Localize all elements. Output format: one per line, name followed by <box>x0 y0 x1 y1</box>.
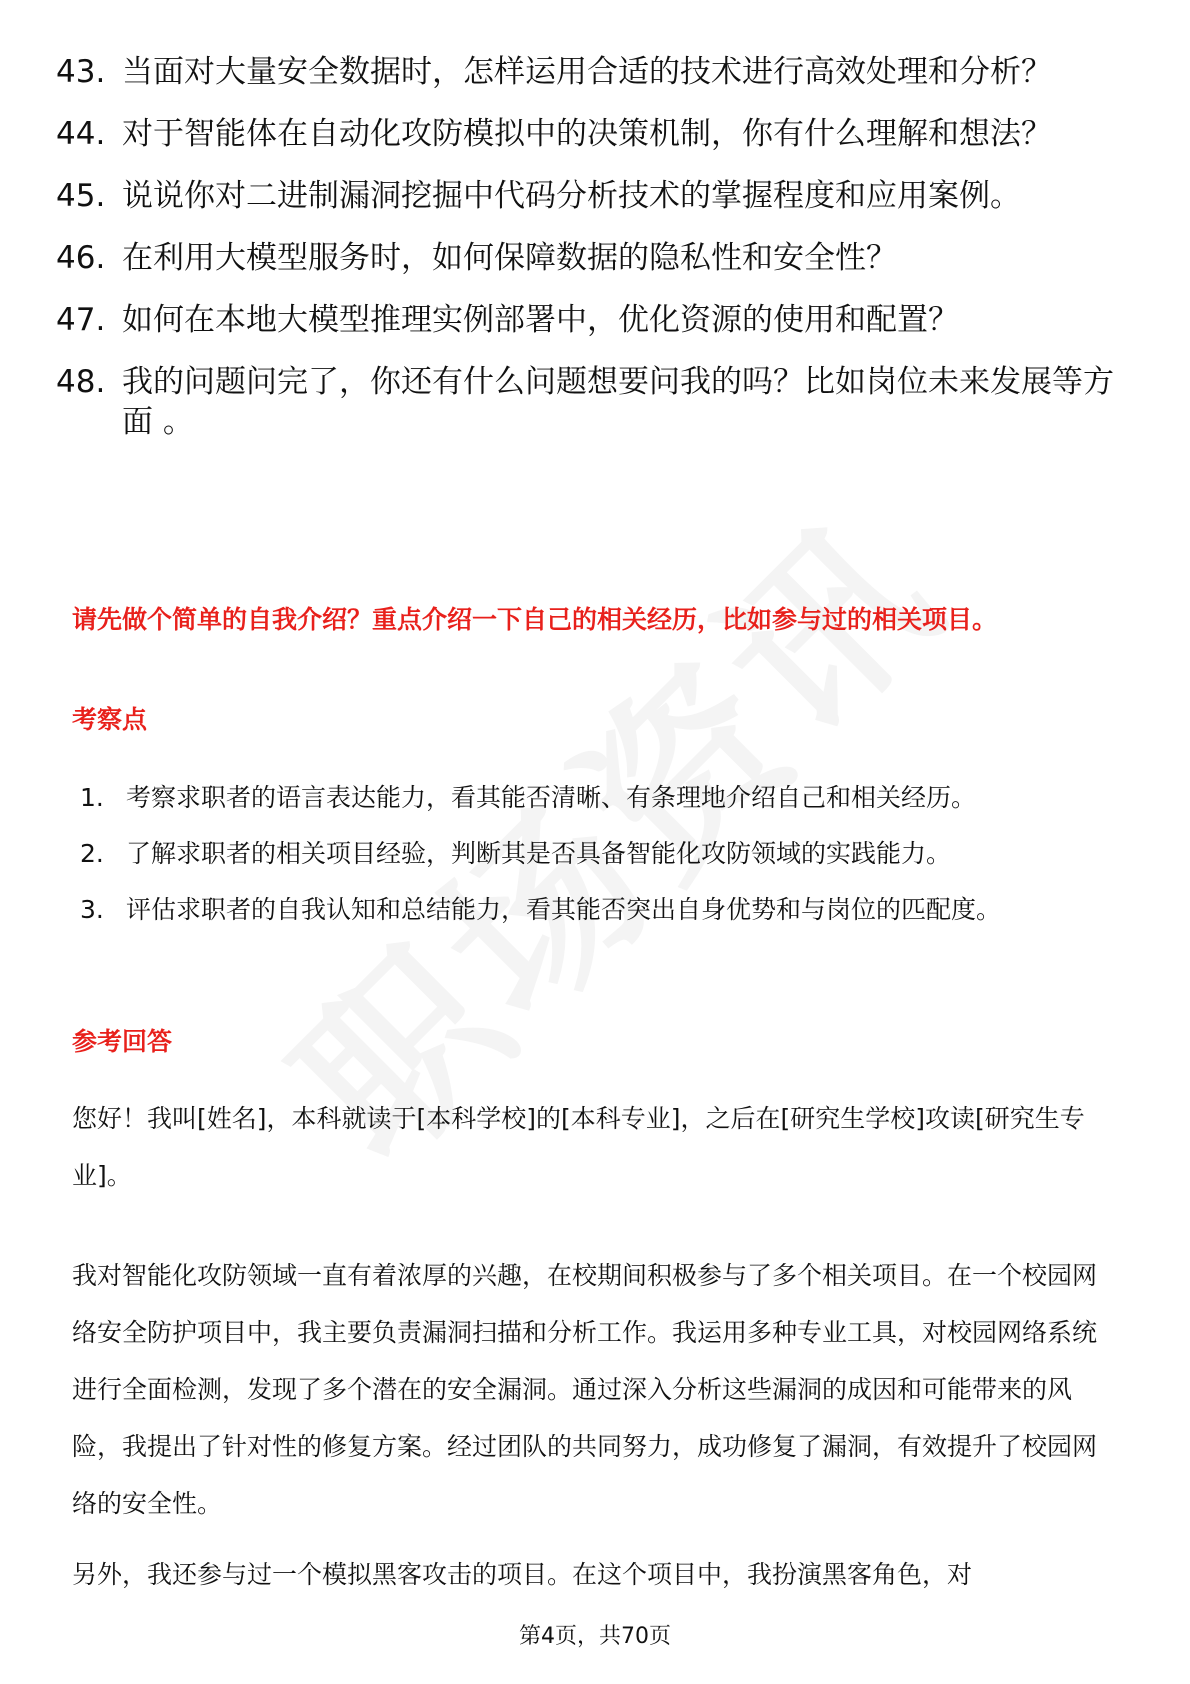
list-item <box>56 114 1116 154</box>
highlighted-question: 请先做个简单的自我介绍？重点介绍一下自己的相关经历，比如参与过的相关项目。 <box>72 605 998 634</box>
question-text: 如何在本地大模型推理实例部署中，优化资源的使用和配置？ <box>122 302 959 338</box>
point-number: 1. <box>80 783 104 812</box>
page-number-footer: 第4页，共70页 <box>519 1624 671 1649</box>
question-text: 当面对大量安全数据时，怎样运用合适的技术进行高效处理和分析？ <box>122 54 1052 90</box>
point-number: 2. <box>80 839 104 868</box>
answer-paragraph: 我对智能化攻防领域一直有着浓厚的兴趣，在校期间积极参与了多个相关项目。在一个校园网络安全防护项目中，我主要负责漏洞扫描和分析工作。我运用多种专业工具，对校园网络系统进行全面检测，发现了多个潜在的安全漏洞。通过深入分析这些漏洞的成因和可能带来的风险，我提出了针对性的修复方案。经过团队的共同努力，成功修复了漏洞，有效提升了校园网络的安全性。 <box>72 1261 1098 1518</box>
section-title-answer: 参考回答 <box>72 1027 173 1056</box>
question-number: 46. <box>56 240 106 276</box>
point-text: 评估求职者的自我认知和总结能力，看其能否突出自身优势和与岗位的匹配度。 <box>126 895 1002 924</box>
section-title-points: 考察点 <box>72 705 148 734</box>
question-number: 43. <box>56 54 106 90</box>
question-text: 对于智能体在自动化攻防模拟中的决策机制，你有什么理解和想法？ <box>122 116 1052 152</box>
list-item <box>56 176 1116 216</box>
list-item <box>56 52 1116 92</box>
list-item <box>56 362 1116 442</box>
assessment-points-list <box>80 770 1110 938</box>
list-item <box>56 238 1116 278</box>
question-number: 44. <box>56 116 106 152</box>
point-number: 3. <box>80 895 104 924</box>
question-text: 在利用大模型服务时，如何保障数据的隐私性和安全性？ <box>122 240 897 276</box>
list-item <box>56 300 1116 340</box>
question-list <box>56 52 1116 464</box>
answer-paragraph: 您好！我叫[姓名]，本科就读于[本科学校]的[本科专业]，之后在[研究生学校]攻读[研究生专业]。 <box>72 1104 1085 1190</box>
question-number: 48. <box>56 364 106 400</box>
list-item <box>80 882 1110 938</box>
point-text: 考察求职者的语言表达能力，看其能否清晰、有条理地介绍自己和相关经历。 <box>126 783 977 812</box>
list-item <box>80 770 1110 826</box>
question-text: 我的问题问完了，你还有什么问题想要问我的吗？比如岗位未来发展等方面 。 <box>122 364 1114 440</box>
list-item <box>80 826 1110 882</box>
question-text: 说说你对二进制漏洞挖掘中代码分析技术的掌握程度和应用案例。 <box>122 178 1021 214</box>
question-number: 47. <box>56 302 106 338</box>
question-number: 45. <box>56 178 106 214</box>
point-text: 了解求职者的相关项目经验，判断其是否具备智能化攻防领域的实践能力。 <box>126 839 952 868</box>
answer-paragraph: 另外，我还参与过一个模拟黑客攻击的项目。在这个项目中，我扮演黑客角色，对 <box>72 1560 973 1589</box>
